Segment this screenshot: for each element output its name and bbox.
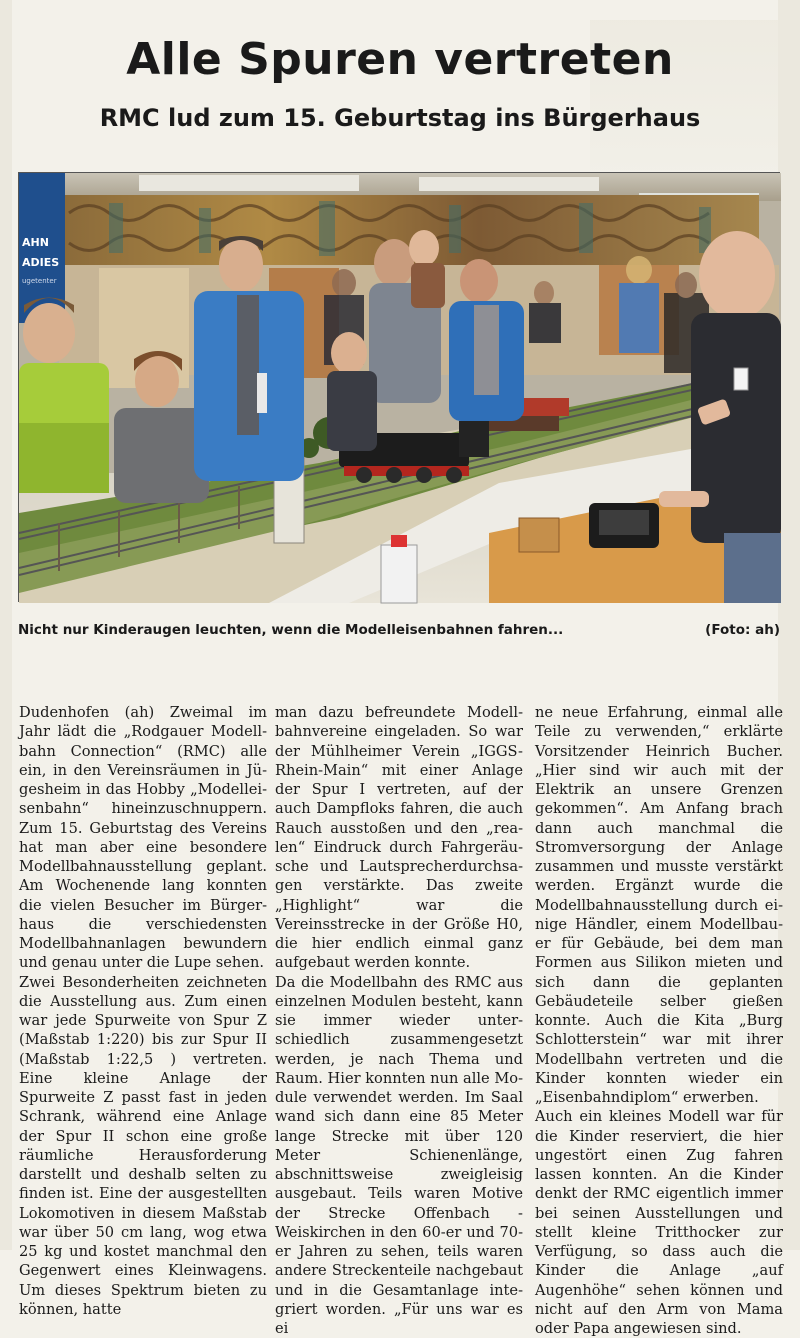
banner-text-3: ugetenter — [22, 277, 57, 285]
banner-text-1: AHN — [22, 236, 49, 249]
paragraph: ne neue Erfahrung, einmal alle Teile zu verwenden,“ erklärte Vorsitzender Heinrich Bucher. „Hier sind wir auch mit der Elektrik an unsere Grenzen gekommen“. Am Anfang brach dann auch manchmal die Stromversorgung der Anlage zusammen und musste verstärkt werden. Ergänzt wurde die Modellbahnausstellung durch einige Händler, einem Modellbauer für Gebäude, bei dem man Formen aus Silikon mieten und sich dann die geplanten Gebäudeteile selber gießen konnte. Auch die Kita „Burg Schlotterstein“ war mit ihrer Modellbahn vertreten und die Kinder konnten wieder ein „Eisenbahndiplom“ erwerben. — [535, 703, 783, 1107]
paragraph: Da die Modellbahn des RMC aus einzelnen Modulen besteht, kann sie immer wieder unterschiedlich zusammengesetzt werden, je nach Thema und Raum. Hier konnten nun alle Module verwendet werden. Im Saal wand sich dann eine 85 Meter lange Strecke mit über 120 Meter Schienenlänge, abschnittsweise zweigleisig ausgebaut. Teils waren Motive der Strecke Offenbach - Weiskirchen in den 60-er und 70-er Jahren zu sehen, teils waren andere Streckenteile nachgebaut und in die Gesamtanlage integriert worden. „Für uns war es ei — [275, 973, 523, 1338]
caption-text: Nicht nur Kinderaugen leuchten, wenn die Modelleisenbahnen fahren... — [18, 622, 563, 638]
article-column-2 — [275, 703, 523, 1243]
article-headline: Alle Spuren vertreten — [0, 31, 800, 89]
paragraph: Dudenhofen (ah) Zweimal im Jahr lädt die „Rodgauer Modellbahn Connection“ (RMC) alle ein, in den Vereinsräumen in Jügesheim in das Hobby „Modelleisenbahn“ hineinzuschnuppern. Zum 15. Geburtstag des Vereins hat man aber eine besondere Modellbahnausstellung geplant. Am Wochenende lang konnten die vielen Besucher im Bürgerhaus die verschiedensten Modellbahnanlagen bewundern und genau unter die Lupe sehen. — [19, 703, 267, 973]
article-subheadline: RMC lud zum 15. Geburtstag ins Bürgerhaus — [0, 100, 800, 136]
paragraph: Zwei Besonderheiten zeichneten die Ausstellung aus. Zum einen war jede Spurweite von Spur Z (Maßstab 1:220) bis zur Spur II (Maßstab 1:22,5 ) vertreten. Eine kleine Anlage der Spurweite Z passt fast in jeden Schrank, während eine Anlage der Spur II schon eine große räumliche Herausforderung darstellt und deshalb selten zu finden ist. Eine der ausgestellten Lokomotiven in diesem Maßstab war über 50 cm lang, wog etwa 25 kg und kostet manchmal den Gegenwert eines Kleinwagens. Um dieses Spektrum bieten zu können, hatte — [19, 973, 267, 1320]
page-margin-left — [0, 0, 12, 1250]
article-column-3 — [535, 703, 783, 1243]
banner-text-2: ADIES — [22, 256, 59, 269]
paragraph: Auch ein kleines Modell war für die Kinder reserviert, die hier ungestört einen Zug fahren lassen konnten. An die Kinder denkt der RMC eigentlich immer bei seinen Ausstellungen und stellt kleine Tritthocker zur Verfügung, so dass auch die Kinder die Anlage „auf Augenhöhe“ sehen können und nicht auf den Arm von Mama oder Papa angewiesen sind. — [535, 1107, 783, 1338]
article-column-1 — [19, 703, 267, 1243]
paragraph: man dazu befreundete Modellbahnvereine eingeladen. So war der Mühlheimer Verein „IGGS-Rhein-Main“ mit einer Anlage der Spur I vertreten, auf der auch Dampfloks fahren, die auch Rauch ausstoßen und den „realen“ Eindruck durch Fahrgeräusche und Lautsprecherdurchsagen verstärkte. Das zweite „Highlight“ war die Vereinsstrecke in der Größe H0, die hier endlich einmal ganz aufgebaut werden konnte. — [275, 703, 523, 973]
photo-credit: (Foto: ah) — [705, 622, 780, 638]
article-photo — [18, 172, 780, 602]
photo-caption — [18, 622, 780, 644]
